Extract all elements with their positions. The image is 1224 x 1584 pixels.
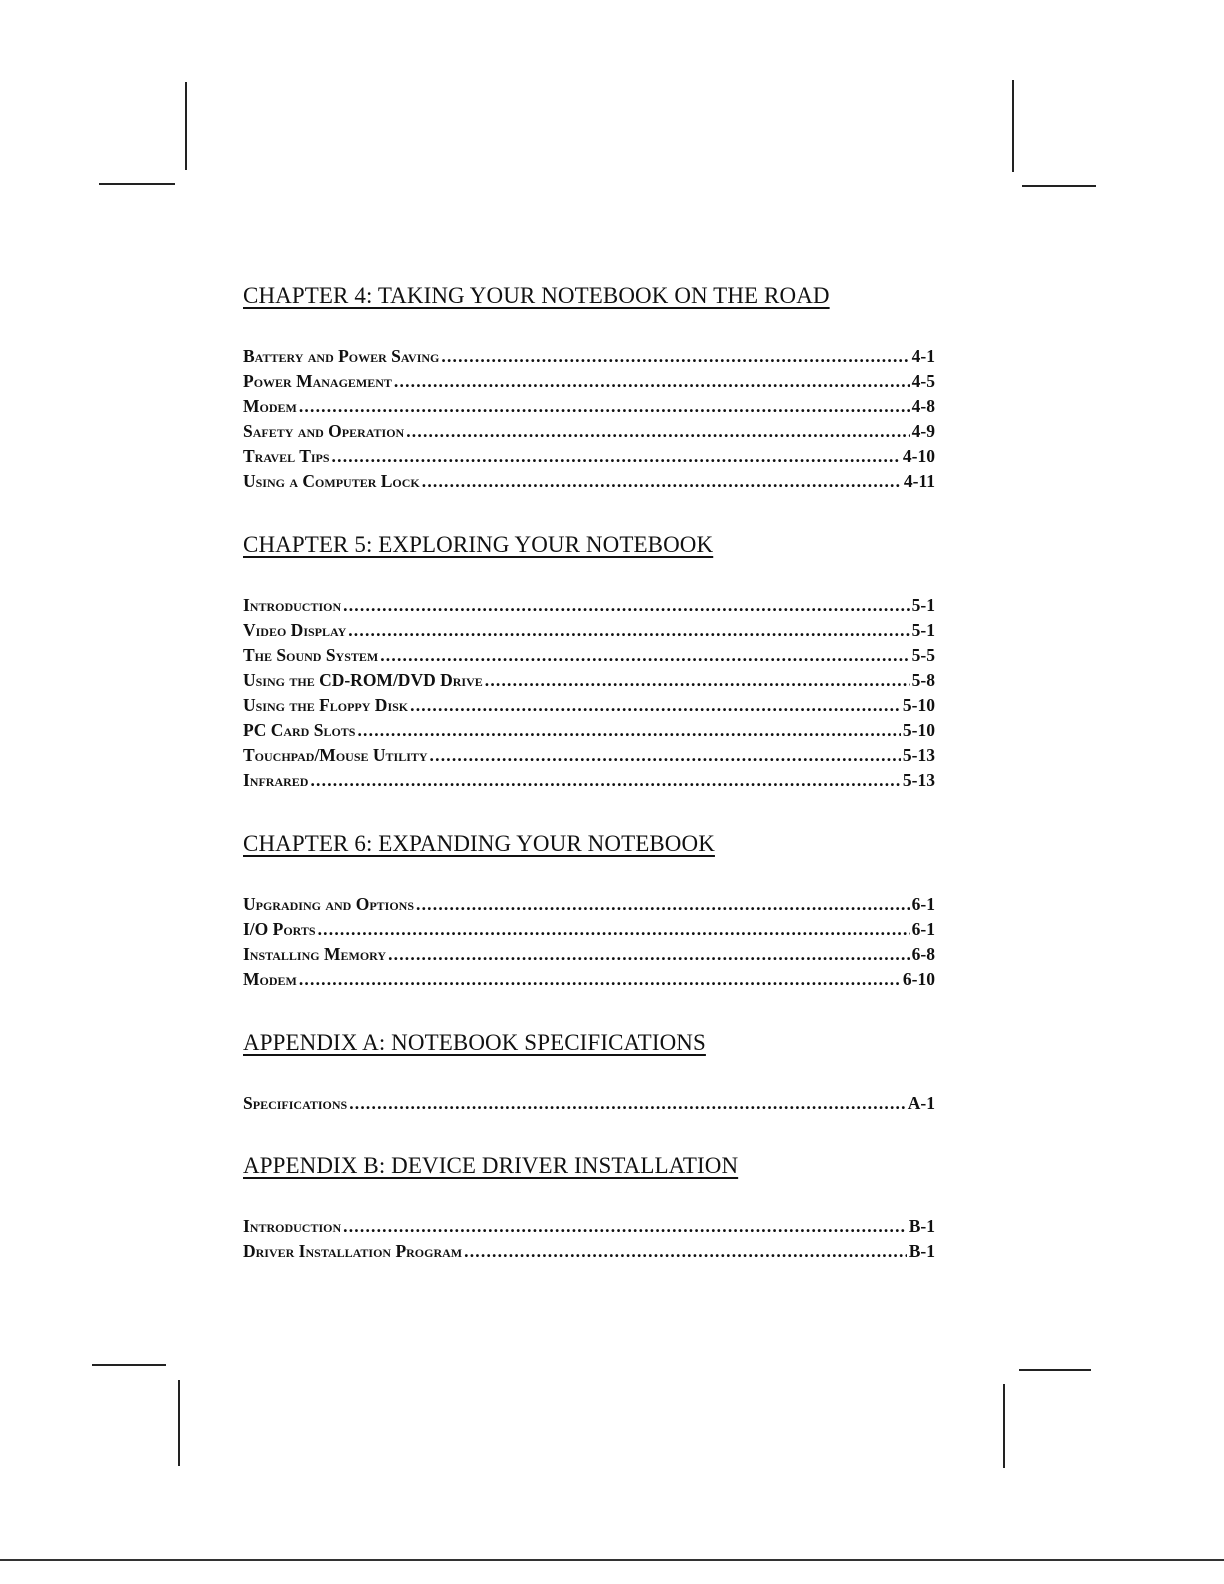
toc-entry-label: Upgrading and Options [243,894,415,914]
toc-entry-label: Power Management [243,371,392,391]
crop-mark-top-right-vertical [1012,80,1014,172]
toc-entry-page: 6-1 [911,919,935,939]
toc-entry [243,668,935,693]
toc-entry-label: Battery and Power Saving [243,346,440,366]
toc-entry [243,369,935,394]
toc-entry [243,718,935,743]
toc-entry-page: 4-5 [911,371,935,391]
toc-entry-label: Introduction [243,1216,342,1236]
toc-entry [243,768,935,793]
dot-leader [388,942,910,967]
dot-leader [318,917,910,942]
toc-entry-page: 4-9 [911,421,935,441]
toc-entry [243,917,935,942]
toc-entry-page: B-1 [908,1216,935,1236]
crop-mark-bottom-left-horizontal [92,1364,166,1366]
toc-entry-page: 4-10 [902,446,935,466]
chapter-title: APPENDIX A: NOTEBOOK SPECIFICATIONS [243,1030,706,1055]
toc-entry [243,419,935,444]
toc-entry [243,344,935,369]
toc-entry [243,643,935,668]
toc-entry-label: Specifications [243,1093,348,1113]
dot-leader [380,643,909,668]
toc-section-chapter-6 [243,830,935,992]
toc-entry-label: Modem [243,396,297,416]
dot-leader [299,394,910,419]
crop-mark-top-right-horizontal [1022,185,1096,187]
toc-entry-label: Infrared [243,770,309,790]
dot-leader [299,967,901,992]
toc-entry-page: 5-1 [911,595,935,615]
chapter-title: CHAPTER 6: EXPANDING YOUR NOTEBOOK [243,831,715,856]
toc-entry-label: PC Card Slots [243,720,356,740]
toc-entry-page: 4-1 [911,346,935,366]
dot-leader [430,743,901,768]
toc-entry [243,618,935,643]
toc-entry [243,1239,935,1264]
toc-entry [243,469,935,494]
toc-entry-page: A-1 [907,1093,935,1113]
toc-section-chapter-4 [243,282,935,494]
dot-leader [464,1239,907,1264]
dot-leader [349,1091,906,1116]
toc-section-appendix-b [243,1152,935,1264]
crop-mark-top-left-horizontal [99,183,175,185]
toc-entry-label: Installing Memory [243,944,387,964]
toc-entry [243,693,935,718]
dot-leader [441,344,909,369]
toc-entry-label: Using a Computer Lock [243,471,420,491]
chapter-title: CHAPTER 5: EXPLORING YOUR NOTEBOOK [243,532,714,557]
toc-entry-page: 5-13 [902,745,935,765]
dot-leader [406,419,909,444]
toc-entry-label: Touchpad/Mouse Utility [243,745,428,765]
toc-entry [243,1214,935,1239]
toc-entry [243,967,935,992]
toc-entry-page: 5-8 [911,670,935,690]
toc-entry-page: B-1 [908,1241,935,1261]
toc-entry-label: I/O Ports [243,919,316,939]
chapter-title: CHAPTER 4: TAKING YOUR NOTEBOOK ON THE ROAD [243,283,830,308]
dot-leader [357,718,900,743]
crop-mark-bottom-right-vertical [1003,1384,1005,1468]
toc-entry-page: 5-10 [902,695,935,715]
dot-leader [422,469,902,494]
dot-leader [485,668,910,693]
toc-entry [243,1091,935,1116]
dot-leader [416,892,910,917]
crop-mark-bottom-right-horizontal [1019,1369,1091,1371]
toc-entry [243,394,935,419]
toc-entry-label: Driver Installation Program [243,1241,463,1261]
toc-entry-label: Using the Floppy Disk [243,695,409,715]
toc-section-appendix-a [243,1029,935,1116]
toc-entry-page: 6-1 [911,894,935,914]
toc-entry-page: 6-8 [911,944,935,964]
toc-entry-label: Video Display [243,620,347,640]
toc-entry [243,892,935,917]
toc-entry-label: Using the CD-ROM/DVD Drive [243,670,483,690]
toc-entry-page: 4-11 [903,471,935,491]
toc-entry-page: 5-13 [902,770,935,790]
toc-entry-page: 4-8 [911,396,935,416]
toc-entry-page: 5-10 [902,720,935,740]
dot-leader [310,768,900,793]
crop-mark-bottom-left-vertical [178,1380,180,1466]
dot-leader [343,1214,907,1239]
toc-entry [243,942,935,967]
toc-section-chapter-5 [243,531,935,793]
page-bottom-rule [0,1559,1224,1561]
dot-leader [332,444,901,469]
toc-entry-label: Modem [243,969,297,989]
dot-leader [410,693,901,718]
dot-leader [394,369,910,394]
toc-entry [243,743,935,768]
toc-entry-page: 5-5 [911,645,935,665]
toc-entry [243,593,935,618]
toc-entry-page: 5-1 [911,620,935,640]
toc-entry-page: 6-10 [902,969,935,989]
dot-leader [343,593,910,618]
chapter-title: APPENDIX B: DEVICE DRIVER INSTALLATION [243,1153,739,1178]
dot-leader [348,618,909,643]
crop-mark-top-left-vertical [185,82,187,170]
toc-entry-label: Travel Tips [243,446,330,466]
toc-entry-label: The Sound System [243,645,379,665]
toc-entry [243,444,935,469]
toc-entry-label: Safety and Operation [243,421,405,441]
toc-entry-label: Introduction [243,595,342,615]
